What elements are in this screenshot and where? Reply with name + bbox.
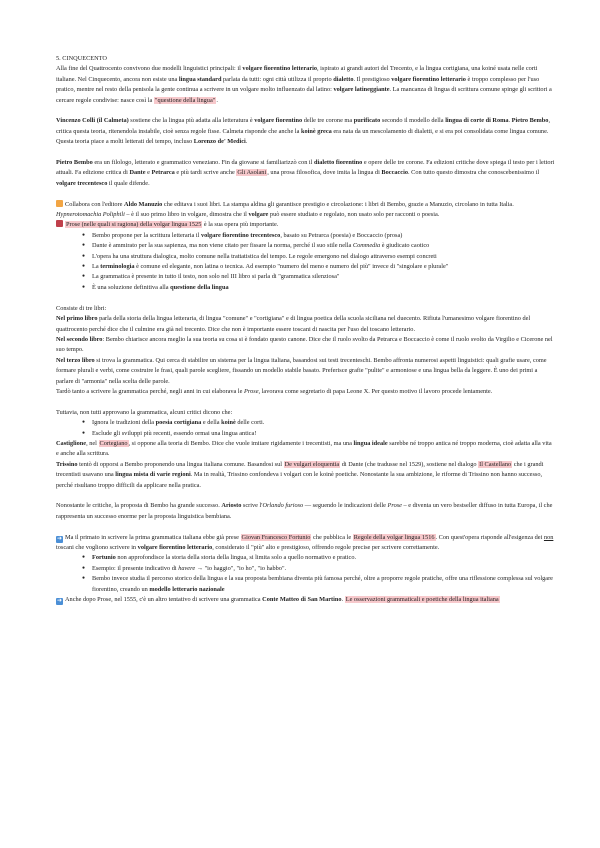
text: può essere studiato e regolato, non usato solo per racconti o poesia. bbox=[268, 211, 440, 219]
fortunio-paragraph: ➜ Ma il primato in scrivere la prima grammatica italiana ebbe già prese Giovan Francesco Fortunio che pubblica le Regole della volgar lingua 1516. Con quest'opera risponde all'esigenza dei non toscani che vogliono scrivere in volgare fiorentino letterario, considerato il "più" alto e prestigioso, offrendo regole precise per scrivere correttamente. bbox=[56, 533, 554, 551]
critici-list bbox=[56, 418, 556, 439]
critici-intro: Tuttavia, non tutti approvano la grammatica, alcuni critici dicono che: bbox=[56, 408, 233, 416]
bold-term: Vincenzo Colli (il Calmeta) bbox=[56, 117, 129, 125]
list-item: ● Ignora le tradizioni della poesia cortigiana e della koinè delle corti. bbox=[92, 418, 556, 428]
highlight: Giovan Francesco Fortunio bbox=[241, 533, 311, 541]
bold-term: dialetto fiorentino bbox=[313, 159, 363, 167]
bold-term: volgare bbox=[248, 211, 269, 219]
list-item: ● La grammatica è presente in tutto il testo, non solo nel III libro si parla di "grammatica silenziosa" bbox=[92, 272, 556, 282]
highlight: Gli Asolani bbox=[237, 169, 267, 177]
fortunio-list bbox=[56, 553, 556, 595]
calmeta-paragraph bbox=[56, 116, 556, 147]
prose-line bbox=[56, 220, 556, 230]
bold-term: Lorenzo de' Medici bbox=[193, 138, 246, 146]
text: e più tardi scrive anche bbox=[174, 169, 237, 177]
libro-1: Nel primo libro parla della storia della lingua letteraria, di lingua "comune" e "cortigiana" e di lingua poetica della scuola siciliana nel duecento. Rifiuta l'umanesimo volgare fiorentino del quattrocento perché dice che il culmine era già nel trecento. Dice che non è importante essere toscani di nascita per l'uso del toscano letterario. bbox=[56, 315, 531, 333]
highlight: De vulgari eloquentia bbox=[284, 460, 340, 468]
highlight: Il Castellano bbox=[479, 460, 512, 468]
highlight: Regole della volgar lingua 1516 bbox=[353, 533, 435, 541]
bold-term: volgare trecentesco bbox=[56, 179, 108, 187]
bold-term: Dante bbox=[129, 169, 146, 177]
highlight: Prose (nelle quali si ragiona) della volgar lingua 1525 bbox=[66, 221, 202, 229]
text: . bbox=[216, 96, 218, 104]
bold-term: lingua standard bbox=[178, 75, 222, 83]
text: e bbox=[145, 169, 152, 177]
list-item: ● Esempio: il presente indicativo di havere → "io haggio", "io ho", "io habbo". bbox=[92, 564, 556, 574]
intro-paragraph bbox=[56, 64, 556, 106]
text: è troppo complesso per l'uso pratico, mentre nel resto della penisola la gente continua a scrivere in un volgare molto influenzato dal latino: bbox=[56, 75, 540, 94]
list-item: ● È una soluzione definitiva alla questione della lingua bbox=[92, 283, 556, 293]
text: secondo il modello della bbox=[380, 117, 446, 125]
bold-term: Petrarca bbox=[151, 169, 175, 177]
text: era nata da un mescolamento di dialetti, e si era poi consolidata come lingua comune. Questa teoria piace a molti letterati del tempo, incluso bbox=[56, 127, 549, 146]
bold-term: Pietro Bembo bbox=[511, 117, 549, 125]
libri-intro: Consiste di tre libri: bbox=[56, 304, 107, 312]
text: sostiene che la lingua più adatta alla letteratura è bbox=[128, 117, 255, 125]
arrow-right-icon: ➜ bbox=[56, 598, 63, 605]
bold-term: koinè greca bbox=[300, 127, 332, 135]
bold-term: dialetto bbox=[333, 75, 354, 83]
bold-term: lingua di corte di Roma bbox=[445, 117, 509, 125]
castiglione-paragraph: Castiglione, nel Cortegiano, si oppone alla teoria di Bembo. Dice che vuole imitare rigidamente i trecentisti, ma una lingua ideale sarebbe né troppo antica né troppo moderna, cioè adatta alla vita e anche alla scrittura. bbox=[56, 439, 552, 458]
section-title: 5. CINQUECENTO bbox=[56, 55, 107, 62]
last-paragraph: ➜ Anche dopo Prose, nel 1555, c'è un altro tentativo di scrivere una grammatica Conte Matteo di San Martino. Le osservazioni grammaticali e poetiche della lingua italiana bbox=[56, 596, 499, 605]
list-item: ● Esclude gli sviluppi più recenti, essendo ormai una lingua antica! bbox=[92, 429, 556, 439]
bold-term: volgare fiorentino letterario bbox=[391, 75, 466, 83]
text: che editava i suoi libri. La stampa aldina gli garantisce prestigio e circolazione: i libri di Bembo, grazie a Manuzio, circolano in tutta Italia. bbox=[162, 200, 514, 208]
text: parlata da tutti: ogni città utilizza il proprio bbox=[221, 75, 334, 83]
text: . Con tutto questo dimostra che conoscebenissimo il bbox=[408, 169, 540, 177]
list-item: ● L'opera ha una struttura dialogica, molto comune nella trattatistica del tempo. Le regole emergono nel dialogo attraverso esempi concreti bbox=[92, 252, 556, 262]
list-item: ● Bembo propone per la scrittura letteraria il volgare fiorentino trecentesco, basato su Petrarca (poesia) e Boccaccio (prosa) bbox=[92, 231, 556, 241]
books-icon bbox=[56, 220, 63, 227]
bold-term: volgare latineggiante bbox=[333, 86, 390, 94]
list-item: ● Fortunio non approfondisce la storia della storia della lingua, si limita solo a quello normativo e pratico. bbox=[92, 553, 556, 563]
text: era un filologo, letterato e grammatico veneziano. Fin da giovane si familiarizzò con il bbox=[92, 159, 314, 167]
text: . Il prestigioso bbox=[353, 75, 392, 83]
successo-paragraph: Nonostante le critiche, la proposta di Bembo ha grande successo. Ariosto scrive l'Orlando furioso — seguendo le indicazioni delle Prose – e diventa un vero bestseller diffuso in tutta Europa, il che rappresenta un successo enorme per la proposta linguistica bembiana. bbox=[56, 502, 553, 520]
bold-term: Boccaccio bbox=[381, 169, 408, 177]
text: Alla fine del Quattrocento convivono due modelli linguistici principali: il bbox=[56, 65, 243, 73]
text: . bbox=[508, 117, 512, 125]
text: il quale difende. bbox=[107, 179, 150, 187]
memo-icon bbox=[56, 200, 63, 207]
trissino-paragraph: Trissino tentò di opporsi a Bembo proponendo una lingua italiana comune. Basandosi sul De vulgari eloquentia di Dante (che tradusse nel 1529), sostiene nel dialogo Il Castellano che i grandi trecentisti usavano una lingua mista di varie regioni. Ma in realtà, Trissino confondeva i volgari con le koinè poetiche. Nonostante la sua ambizione, le riforme di Trissino non hanno successo, perché risultano troppo difficili da applicare nella pratica. bbox=[56, 460, 544, 489]
libro-3: Nel terzo libro si trova la grammatica. Qui cerca di stabilire un sistema per la lingua italiana, basandosi sui testi trecenteschi. Bembo affronta numerosi aspetti linguistici: quali grafie usare, come formare plurali e verbi, come costruire le frasi, quali parole scegliere, fissando un modello stabile basato. Preferisce grafie "pulite" e armoniose e una lingua bella da leggere. È uno dei primi a parlare di "armonia" nella scelta delle parole. bbox=[56, 356, 547, 385]
highlight: "questione della lingua" bbox=[154, 96, 216, 104]
libro-2: Nel secondo libro: Bembo chiarisce ancora meglio la sua teoria su cosa si è fondato questo canone. Dice che il ruolo svolto da Petrarca e Boccaccio è come il ruolo svolto da Virgilio e Cicerone nel suo tempo. bbox=[56, 335, 553, 354]
text: è la sua opera più importante. bbox=[202, 221, 279, 229]
arrow-right-icon: ➜ bbox=[56, 535, 63, 542]
bold-term: Aldo Manuzio bbox=[124, 200, 163, 208]
bold-term: volgare fiorentino letterario bbox=[242, 65, 318, 73]
list-item: ● Bembo invece studia il percorso storico della lingua e la sua proposta bembiana diventa più famosa perché, oltre a proporre regole pratiche, offre una riflessione complessa sul volgare fiorentino, creando un modello letterario nazionale bbox=[92, 574, 556, 595]
text: Collabora con l'editore bbox=[65, 200, 125, 208]
list-item: ● Dante è ammirato per la sua sapienza, ma non viene citato per fissare la norma, perché il suo stile nella Commedia è giudicato caotico bbox=[92, 241, 556, 251]
text: – è il suo primo libro in volgare, dimostra che il bbox=[124, 211, 249, 219]
bold-term: volgare fiorentino bbox=[254, 117, 303, 125]
prose-list bbox=[56, 231, 556, 293]
highlight: Cortegiano bbox=[99, 439, 128, 447]
text: . La mancanza di lingua di scrittura comune spinge gli scrittori a cercare regole condivise: nasce così la bbox=[56, 86, 552, 104]
bembo-paragraph bbox=[56, 158, 556, 189]
text: , una prosa filosofica, dove imita la lingua di bbox=[267, 169, 382, 177]
document-page bbox=[56, 54, 556, 605]
manuzio-paragraph bbox=[56, 200, 556, 221]
tardi-paragraph: Tardò tanto a scrivere la grammatica perché, negli anni in cui elaborava le Prose, lavorava come segretario di papa Leone X. Per questo motivo il lavoro procede lentamente. bbox=[56, 387, 493, 395]
text: delle tre corone ma bbox=[302, 117, 354, 125]
list-item: ● La terminologia è comune ed elegante, non latina o tecnica. Ad esempio "numero del meno e numero del più" invece di "singolare e plurale" bbox=[92, 262, 556, 272]
text: . bbox=[245, 138, 248, 146]
text: , ispirato ai grandi autori del Trecento, e la lingua cortigiana, una koiné usata nelle corti italiane. Nel Cinquecento, ancora non esiste una bbox=[56, 65, 538, 83]
bold-term: Pietro Bembo bbox=[56, 159, 93, 167]
bold-term: purificato bbox=[353, 117, 381, 125]
italic-title: Hypnerotomachia Poliphili bbox=[56, 211, 125, 219]
highlight: Le osservazioni grammaticali e poetiche della lingua italiana bbox=[345, 596, 499, 604]
text: , critica questa teoria, ritenendola instabile, cioè senza regole fisse. Calmeta risponde che anche la bbox=[56, 117, 551, 135]
text: e opere delle tre corone. Fa edizioni critiche dove spiega il testo per i lettori attuali. Fa edizione critica di bbox=[56, 159, 555, 177]
